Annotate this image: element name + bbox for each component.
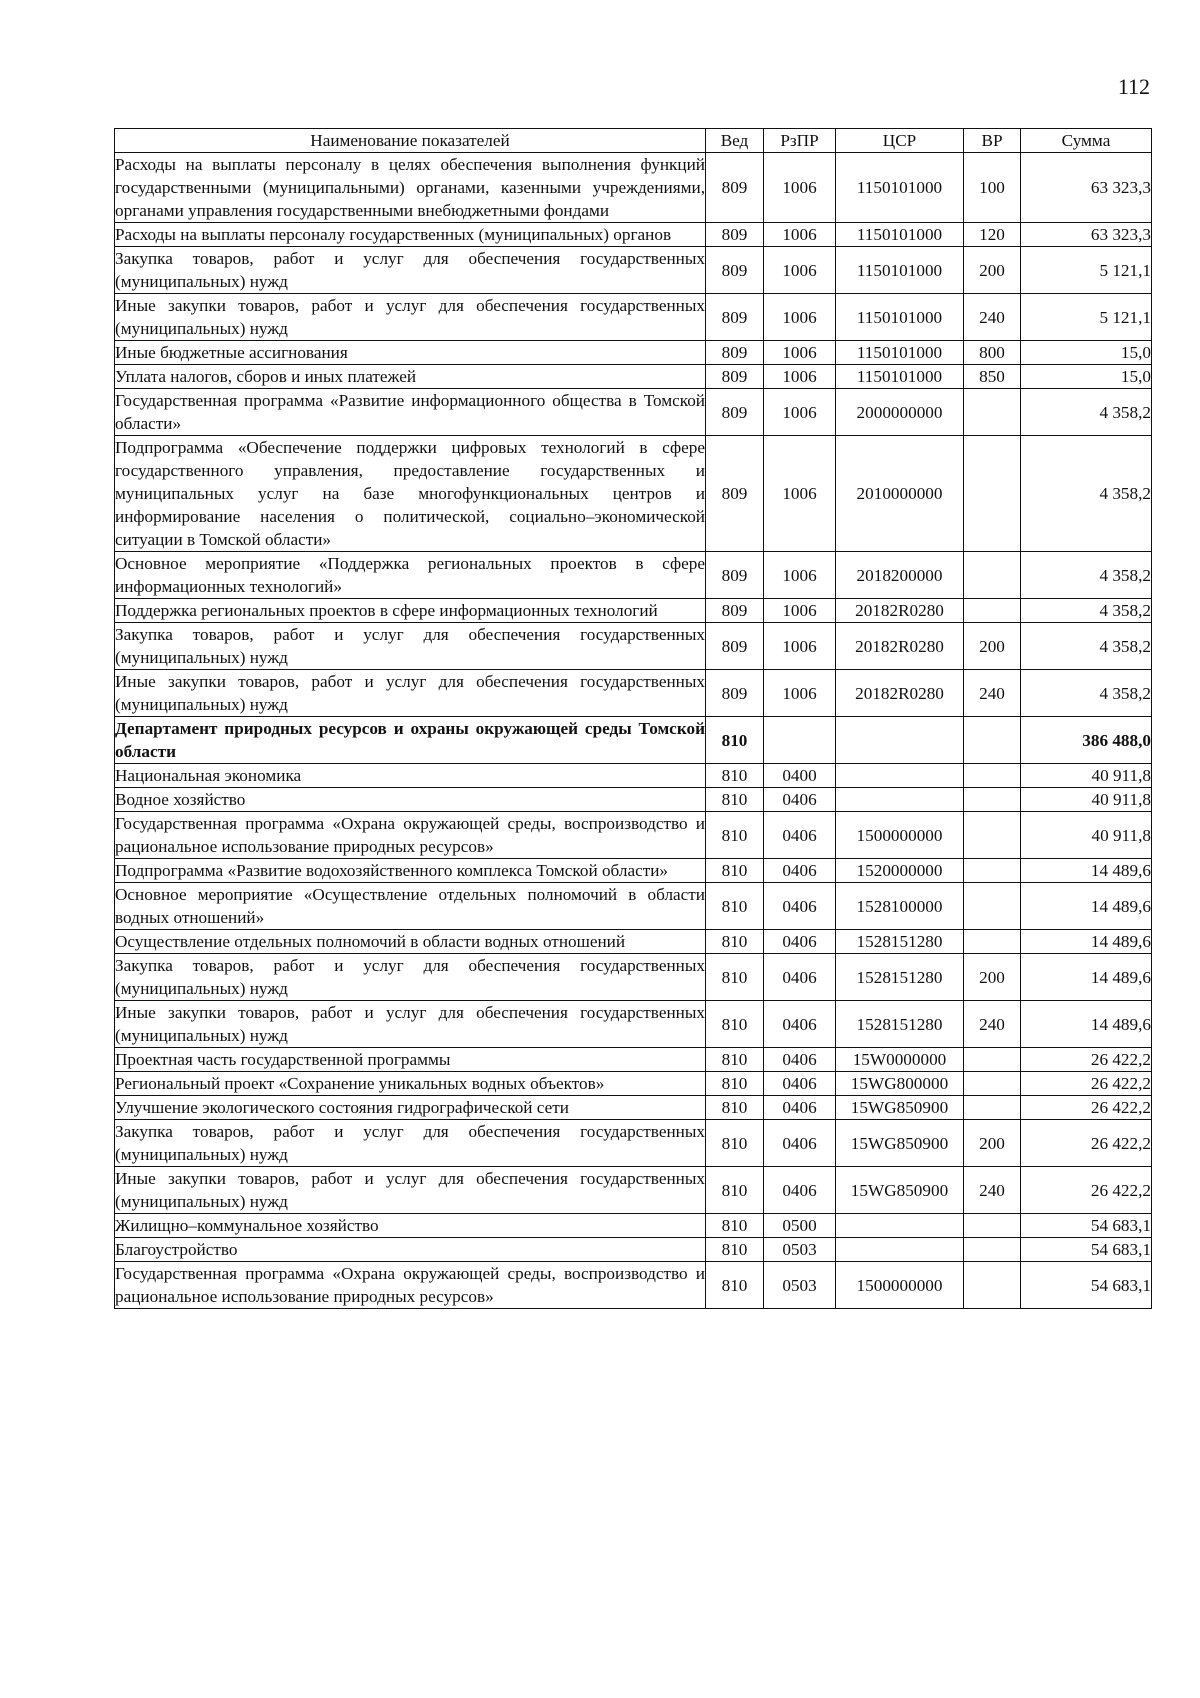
row-csr: 15WG850900 <box>836 1120 964 1167</box>
table-row <box>115 859 1152 883</box>
row-ved: 809 <box>706 341 764 365</box>
row-rzpr: 0406 <box>764 812 836 859</box>
row-vr <box>964 764 1021 788</box>
row-csr <box>836 788 964 812</box>
header-sum: Сумма <box>1021 129 1152 153</box>
row-name: Закупка товаров, работ и услуг для обеспечения государственных (муниципальных) нужд <box>115 1120 706 1167</box>
table-row <box>115 341 1152 365</box>
row-vr: 240 <box>964 294 1021 341</box>
row-ved: 810 <box>706 1262 764 1309</box>
row-vr <box>964 812 1021 859</box>
row-name: Иные закупки товаров, работ и услуг для обеспечения государственных (муниципальных) нужд <box>115 1001 706 1048</box>
row-csr: 1528151280 <box>836 930 964 954</box>
row-name: Поддержка региональных проектов в сфере информационных технологий <box>115 599 706 623</box>
row-vr <box>964 883 1021 930</box>
row-name: Иные бюджетные ассигнования <box>115 341 706 365</box>
row-vr: 240 <box>964 1001 1021 1048</box>
row-sum: 14 489,6 <box>1021 954 1152 1001</box>
row-vr: 800 <box>964 341 1021 365</box>
row-sum: 54 683,1 <box>1021 1214 1152 1238</box>
row-vr <box>964 1238 1021 1262</box>
row-rzpr: 0400 <box>764 764 836 788</box>
row-csr: 1150101000 <box>836 223 964 247</box>
row-rzpr: 0406 <box>764 1072 836 1096</box>
row-ved: 810 <box>706 1120 764 1167</box>
row-sum: 26 422,2 <box>1021 1120 1152 1167</box>
row-name: Департамент природных ресурсов и охраны окружающей среды Томской области <box>115 717 706 764</box>
row-sum: 63 323,3 <box>1021 223 1152 247</box>
row-ved: 809 <box>706 670 764 717</box>
row-vr <box>964 552 1021 599</box>
row-sum: 15,0 <box>1021 365 1152 389</box>
table-row <box>115 670 1152 717</box>
table-row <box>115 365 1152 389</box>
table-row <box>115 247 1152 294</box>
row-ved: 810 <box>706 1001 764 1048</box>
row-csr <box>836 764 964 788</box>
table-row <box>115 1167 1152 1214</box>
row-sum: 26 422,2 <box>1021 1048 1152 1072</box>
row-ved: 809 <box>706 436 764 552</box>
row-csr: 1150101000 <box>836 247 964 294</box>
row-ved: 809 <box>706 294 764 341</box>
row-vr <box>964 930 1021 954</box>
table-row <box>115 1214 1152 1238</box>
row-sum: 54 683,1 <box>1021 1262 1152 1309</box>
row-rzpr: 0406 <box>764 954 836 1001</box>
row-ved: 809 <box>706 389 764 436</box>
row-name: Иные закупки товаров, работ и услуг для обеспечения государственных (муниципальных) нужд <box>115 1167 706 1214</box>
row-ved: 810 <box>706 954 764 1001</box>
table-body <box>115 153 1152 1309</box>
row-csr: 2018200000 <box>836 552 964 599</box>
row-name: Водное хозяйство <box>115 788 706 812</box>
row-name: Закупка товаров, работ и услуг для обеспечения государственных (муниципальных) нужд <box>115 247 706 294</box>
row-sum: 4 358,2 <box>1021 623 1152 670</box>
row-sum: 386 488,0 <box>1021 717 1152 764</box>
table-row <box>115 623 1152 670</box>
table-row <box>115 717 1152 764</box>
row-sum: 4 358,2 <box>1021 670 1152 717</box>
table-row <box>115 930 1152 954</box>
row-sum: 15,0 <box>1021 341 1152 365</box>
row-csr: 1150101000 <box>836 341 964 365</box>
row-name: Иные закупки товаров, работ и услуг для обеспечения государственных (муниципальных) нужд <box>115 294 706 341</box>
row-ved: 810 <box>706 1214 764 1238</box>
row-name: Благоустройство <box>115 1238 706 1262</box>
row-csr: 20182R0280 <box>836 623 964 670</box>
row-ved: 810 <box>706 788 764 812</box>
row-name: Расходы на выплаты персоналу в целях обеспечения выполнения функций государственными (муниципальными) органами, казенными учреждениями, органами управления государственными внебюджетными фондами <box>115 153 706 223</box>
row-ved: 809 <box>706 153 764 223</box>
row-csr: 1150101000 <box>836 365 964 389</box>
row-ved: 810 <box>706 1238 764 1262</box>
row-rzpr: 1006 <box>764 389 836 436</box>
row-sum: 4 358,2 <box>1021 389 1152 436</box>
row-csr: 1500000000 <box>836 1262 964 1309</box>
table-row <box>115 294 1152 341</box>
row-csr: 1528151280 <box>836 1001 964 1048</box>
row-rzpr: 0406 <box>764 1120 836 1167</box>
row-vr: 100 <box>964 153 1021 223</box>
row-name: Региональный проект «Сохранение уникальных водных объектов» <box>115 1072 706 1096</box>
row-vr <box>964 389 1021 436</box>
row-name: Подпрограмма «Развитие водохозяйственного комплекса Томской области» <box>115 859 706 883</box>
table-header-row <box>115 129 1152 153</box>
row-csr: 2010000000 <box>836 436 964 552</box>
row-vr <box>964 1096 1021 1120</box>
row-ved: 810 <box>706 1072 764 1096</box>
row-ved: 810 <box>706 764 764 788</box>
row-rzpr: 1006 <box>764 153 836 223</box>
row-sum: 4 358,2 <box>1021 599 1152 623</box>
row-csr: 1520000000 <box>836 859 964 883</box>
row-rzpr: 1006 <box>764 436 836 552</box>
row-name: Жилищно–коммунальное хозяйство <box>115 1214 706 1238</box>
row-vr <box>964 436 1021 552</box>
table-row <box>115 1072 1152 1096</box>
row-vr: 240 <box>964 1167 1021 1214</box>
row-rzpr: 0503 <box>764 1262 836 1309</box>
row-csr: 15WG850900 <box>836 1096 964 1120</box>
table-row <box>115 389 1152 436</box>
row-vr <box>964 1214 1021 1238</box>
budget-table <box>114 128 1152 1309</box>
row-ved: 810 <box>706 812 764 859</box>
row-sum: 63 323,3 <box>1021 153 1152 223</box>
table-row <box>115 1048 1152 1072</box>
row-sum: 40 911,8 <box>1021 788 1152 812</box>
row-rzpr: 1006 <box>764 223 836 247</box>
row-sum: 54 683,1 <box>1021 1238 1152 1262</box>
row-vr <box>964 859 1021 883</box>
table-row <box>115 1001 1152 1048</box>
row-csr: 1528100000 <box>836 883 964 930</box>
table-row <box>115 954 1152 1001</box>
row-ved: 809 <box>706 599 764 623</box>
row-csr: 1150101000 <box>836 294 964 341</box>
table-row <box>115 223 1152 247</box>
row-ved: 809 <box>706 365 764 389</box>
row-sum: 14 489,6 <box>1021 883 1152 930</box>
header-ved: Вед <box>706 129 764 153</box>
row-sum: 14 489,6 <box>1021 1001 1152 1048</box>
header-rzpr: РзПР <box>764 129 836 153</box>
table-row <box>115 599 1152 623</box>
row-name: Государственная программа «Развитие информационного общества в Томской области» <box>115 389 706 436</box>
row-rzpr: 1006 <box>764 670 836 717</box>
row-ved: 810 <box>706 883 764 930</box>
row-name: Расходы на выплаты персоналу государственных (муниципальных) органов <box>115 223 706 247</box>
row-rzpr: 1006 <box>764 623 836 670</box>
row-ved: 809 <box>706 247 764 294</box>
row-csr <box>836 1214 964 1238</box>
row-vr: 200 <box>964 623 1021 670</box>
row-name: Государственная программа «Охрана окружающей среды, воспроизводство и рациональное использование природных ресурсов» <box>115 812 706 859</box>
table-row <box>115 552 1152 599</box>
row-sum: 5 121,1 <box>1021 294 1152 341</box>
row-sum: 4 358,2 <box>1021 552 1152 599</box>
row-sum: 40 911,8 <box>1021 812 1152 859</box>
row-rzpr: 0503 <box>764 1238 836 1262</box>
row-name: Национальная экономика <box>115 764 706 788</box>
row-vr: 850 <box>964 365 1021 389</box>
row-vr <box>964 788 1021 812</box>
row-vr: 200 <box>964 1120 1021 1167</box>
row-name: Улучшение экологического состояния гидрографической сети <box>115 1096 706 1120</box>
row-name: Подпрограмма «Обеспечение поддержки цифровых технологий в сфере государственного управления, предоставление государственных и муниципальных услуг на базе многофункциональных центров и информирование населения о политической, социально–экономической ситуации в Томской области» <box>115 436 706 552</box>
row-name: Основное мероприятие «Осуществление отдельных полномочий в области водных отношений» <box>115 883 706 930</box>
table-row <box>115 1120 1152 1167</box>
row-ved: 810 <box>706 930 764 954</box>
row-sum: 14 489,6 <box>1021 930 1152 954</box>
row-name: Уплата налогов, сборов и иных платежей <box>115 365 706 389</box>
row-rzpr <box>764 717 836 764</box>
row-rzpr: 0406 <box>764 788 836 812</box>
row-sum: 26 422,2 <box>1021 1167 1152 1214</box>
table-row <box>115 883 1152 930</box>
row-rzpr: 0406 <box>764 1048 836 1072</box>
row-csr: 15W0000000 <box>836 1048 964 1072</box>
row-name: Закупка товаров, работ и услуг для обеспечения государственных (муниципальных) нужд <box>115 954 706 1001</box>
row-sum: 40 911,8 <box>1021 764 1152 788</box>
table-row <box>115 764 1152 788</box>
row-csr <box>836 717 964 764</box>
row-csr: 20182R0280 <box>836 599 964 623</box>
table-row <box>115 1096 1152 1120</box>
row-vr <box>964 1072 1021 1096</box>
row-ved: 810 <box>706 717 764 764</box>
row-ved: 809 <box>706 552 764 599</box>
row-name: Основное мероприятие «Поддержка региональных проектов в сфере информационных технологий» <box>115 552 706 599</box>
row-rzpr: 1006 <box>764 552 836 599</box>
row-ved: 809 <box>706 223 764 247</box>
table-row <box>115 788 1152 812</box>
row-vr <box>964 1262 1021 1309</box>
table-row <box>115 812 1152 859</box>
row-vr: 240 <box>964 670 1021 717</box>
row-rzpr: 1006 <box>764 365 836 389</box>
row-csr: 1500000000 <box>836 812 964 859</box>
row-csr: 1150101000 <box>836 153 964 223</box>
row-csr: 20182R0280 <box>836 670 964 717</box>
row-csr: 15WG850900 <box>836 1167 964 1214</box>
row-vr <box>964 599 1021 623</box>
row-ved: 810 <box>706 1096 764 1120</box>
row-rzpr: 0406 <box>764 1001 836 1048</box>
row-ved: 809 <box>706 623 764 670</box>
row-rzpr: 0406 <box>764 859 836 883</box>
row-name: Государственная программа «Охрана окружающей среды, воспроизводство и рациональное использование природных ресурсов» <box>115 1262 706 1309</box>
row-ved: 810 <box>706 1167 764 1214</box>
row-csr: 15WG800000 <box>836 1072 964 1096</box>
row-sum: 26 422,2 <box>1021 1096 1152 1120</box>
header-csr: ЦСР <box>836 129 964 153</box>
row-ved: 810 <box>706 859 764 883</box>
row-name: Закупка товаров, работ и услуг для обеспечения государственных (муниципальных) нужд <box>115 623 706 670</box>
row-vr: 200 <box>964 247 1021 294</box>
row-name: Осуществление отдельных полномочий в области водных отношений <box>115 930 706 954</box>
row-sum: 26 422,2 <box>1021 1072 1152 1096</box>
row-vr <box>964 717 1021 764</box>
row-vr: 120 <box>964 223 1021 247</box>
row-name: Иные закупки товаров, работ и услуг для обеспечения государственных (муниципальных) нужд <box>115 670 706 717</box>
table-row <box>115 1238 1152 1262</box>
row-rzpr: 0406 <box>764 930 836 954</box>
row-sum: 5 121,1 <box>1021 247 1152 294</box>
row-rzpr: 0406 <box>764 883 836 930</box>
row-name: Проектная часть государственной программы <box>115 1048 706 1072</box>
row-sum: 4 358,2 <box>1021 436 1152 552</box>
row-vr <box>964 1048 1021 1072</box>
table-row <box>115 153 1152 223</box>
row-rzpr: 1006 <box>764 294 836 341</box>
row-csr: 2000000000 <box>836 389 964 436</box>
row-rzpr: 0500 <box>764 1214 836 1238</box>
row-rzpr: 1006 <box>764 599 836 623</box>
row-rzpr: 0406 <box>764 1096 836 1120</box>
row-rzpr: 1006 <box>764 247 836 294</box>
header-vr: ВР <box>964 129 1021 153</box>
row-vr: 200 <box>964 954 1021 1001</box>
header-name: Наименование показателей <box>115 129 706 153</box>
page-number: 112 <box>1117 74 1150 99</box>
row-csr <box>836 1238 964 1262</box>
table-row <box>115 436 1152 552</box>
row-rzpr: 0406 <box>764 1167 836 1214</box>
row-ved: 810 <box>706 1048 764 1072</box>
table-row <box>115 1262 1152 1309</box>
row-rzpr: 1006 <box>764 341 836 365</box>
row-sum: 14 489,6 <box>1021 859 1152 883</box>
row-csr: 1528151280 <box>836 954 964 1001</box>
